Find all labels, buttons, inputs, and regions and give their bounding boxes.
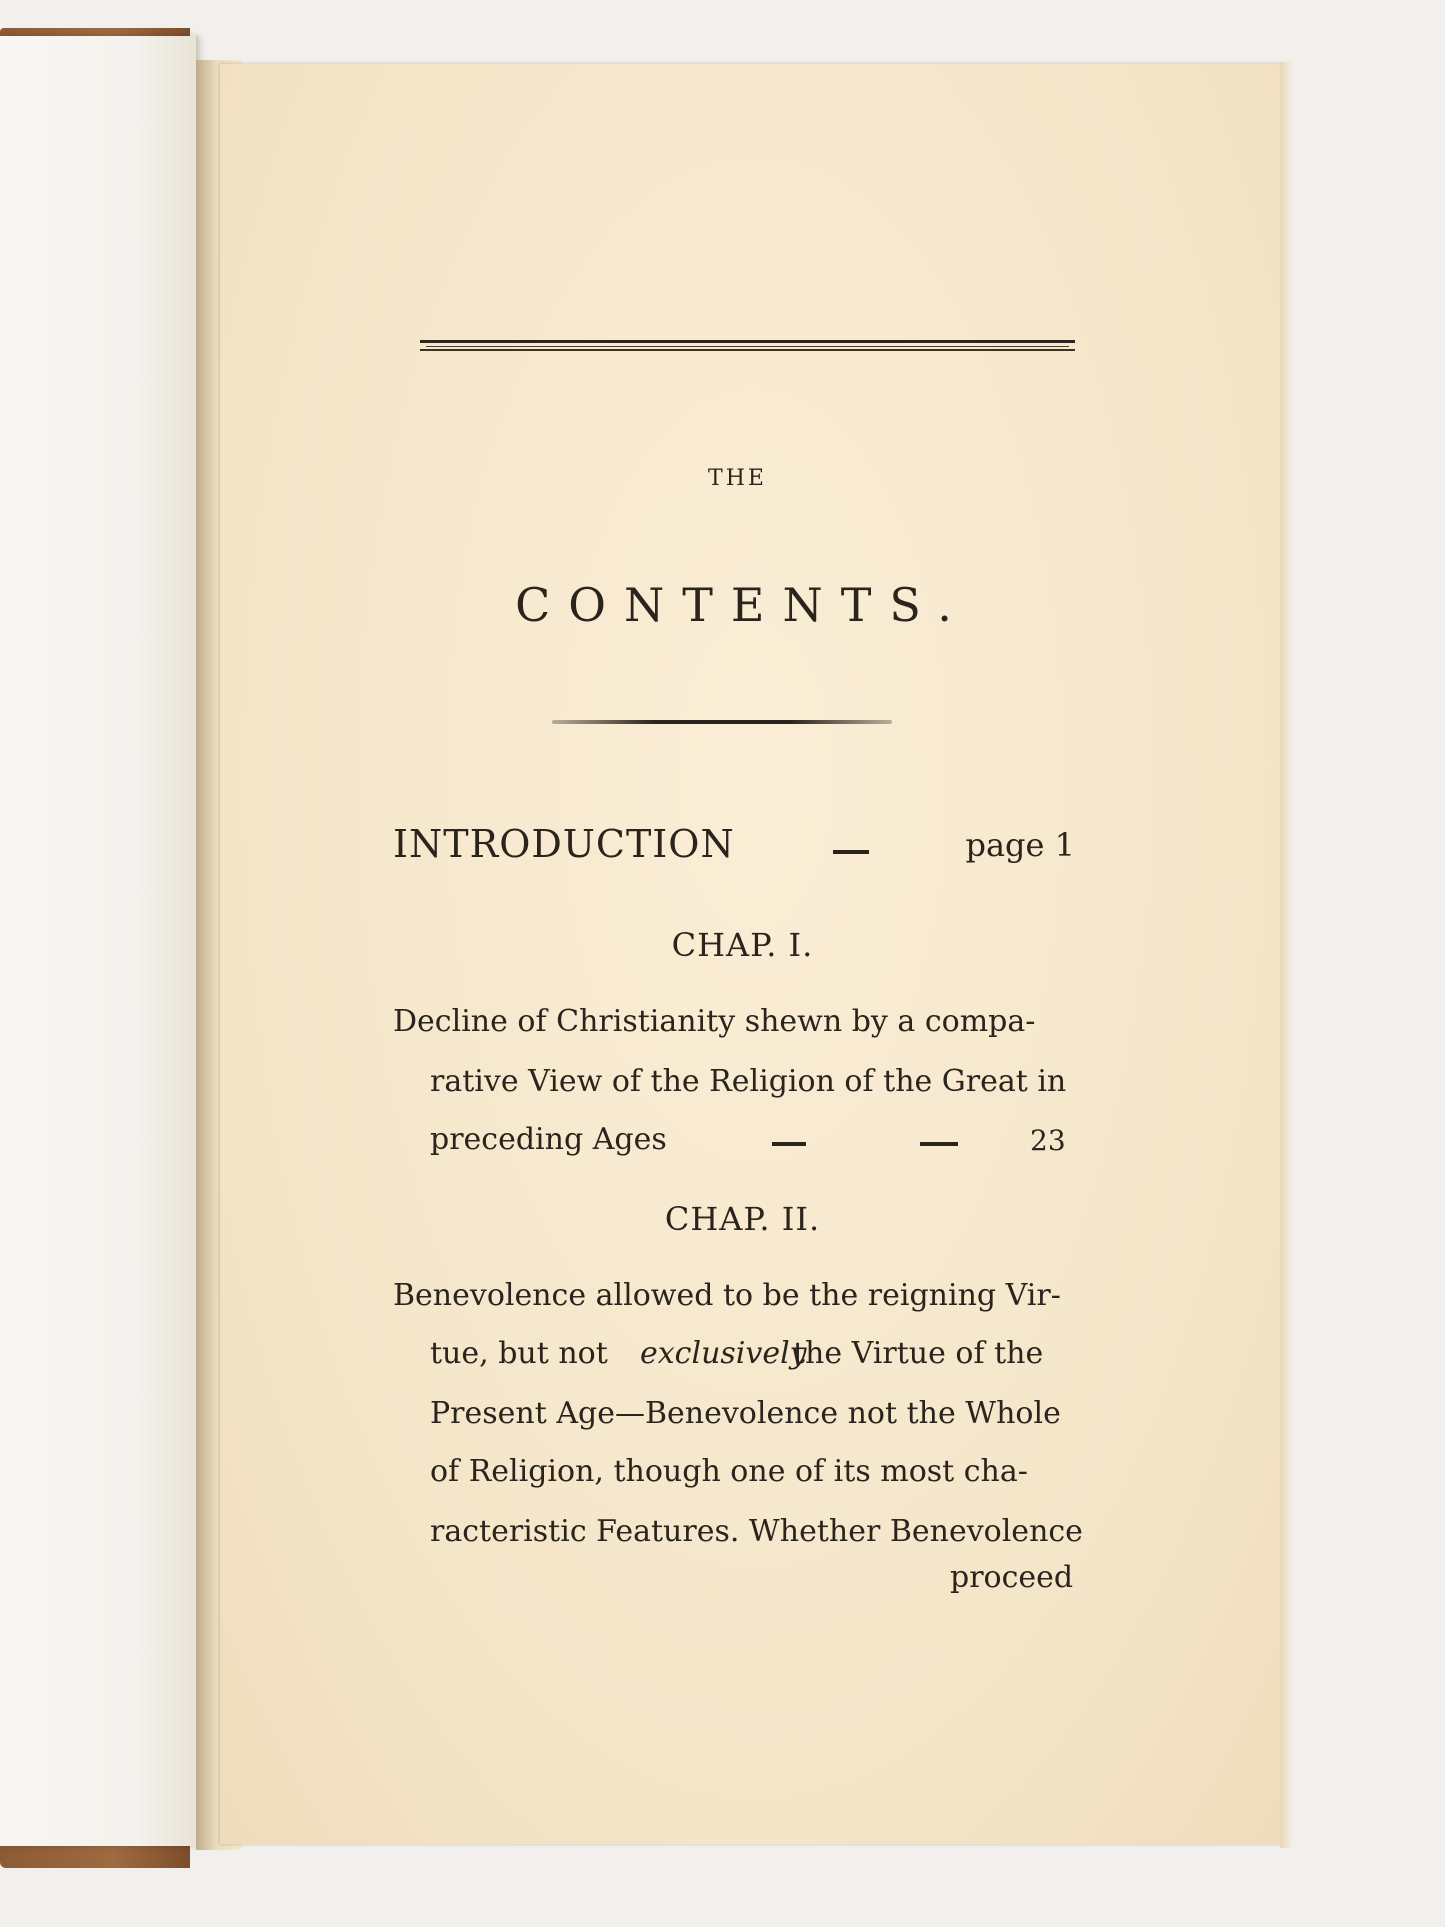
page-title: CONTENTS. — [515, 578, 970, 632]
chapter-1-line-3: preceding Ages — [430, 1122, 667, 1157]
leader-dash — [920, 1142, 958, 1146]
chapter-2-line-5: racteristic Features. Whether Benevolence — [430, 1514, 1083, 1549]
leader-dash — [772, 1142, 806, 1146]
chapter-2-line-1: Benevolence allowed to be the reigning Vir- — [393, 1278, 1061, 1313]
chapter-2-line-2a: tue, but not — [430, 1336, 608, 1371]
heading-the: THE — [708, 466, 767, 491]
leader-dash — [833, 850, 869, 854]
introduction-page-ref: page 1 — [965, 826, 1075, 864]
introduction-entry — [393, 822, 1075, 878]
header-double-rule — [420, 340, 1075, 352]
chapter-2-heading: CHAP. II. — [664, 1200, 821, 1238]
chapter-1-page-number: 23 — [1030, 1124, 1066, 1157]
chapter-1-heading: CHAP. I. — [671, 926, 814, 964]
chapter-2-line-4: of Religion, though one of its most cha- — [430, 1454, 1028, 1489]
catchword: proceed — [950, 1560, 1074, 1595]
title-rule — [552, 720, 892, 724]
chapter-2-line-2-italic: exclusively — [640, 1336, 807, 1371]
chapter-2-line-2b: the Virtue of the — [793, 1336, 1044, 1371]
introduction-label: INTRODUCTION — [393, 822, 735, 866]
chapter-2-line-3: Present Age—Benevolence not the Whole — [430, 1396, 1061, 1431]
chapter-1-line-2: rative View of the Religion of the Great in — [430, 1064, 1067, 1099]
chapter-1-line-1: Decline of Christianity shewn by a compa- — [393, 1004, 1036, 1039]
